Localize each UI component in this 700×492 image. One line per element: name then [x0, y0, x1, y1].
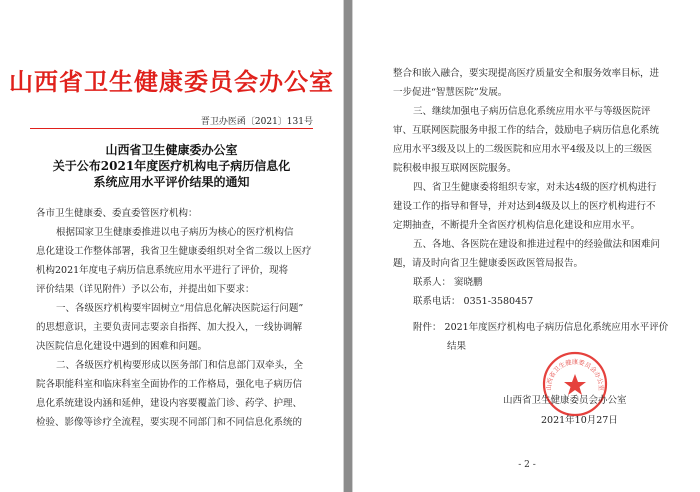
seal-text: 山西省卫生健康委员会办公室: [545, 359, 605, 391]
signature-organization: 山西省卫生健康委员会办公室: [503, 395, 627, 406]
paragraph-line: 根据国家卫生健康委推进以电子病历为核心的医疗机构信: [56, 227, 294, 238]
notice-title: [0, 142, 343, 190]
paragraph-line: 机构2021年度电子病历信息系统应用水平进行了评价，现将: [36, 265, 289, 276]
paragraph-line: 决医院信息化建设中遇到的困难和问题。: [36, 341, 208, 352]
paragraph-line: 五、各地、各医院在建设和推进过程中的经验做法和困难问: [413, 239, 661, 250]
red-header-title: 山西省卫生健康委员会办公室: [9, 67, 334, 96]
document-number: 晋卫办医函〔2021〕131号: [200, 117, 313, 127]
paragraph-line: 院积极申报互联网医院服务。: [393, 163, 517, 174]
salutation: 各市卫生健康委、委直委管医疗机构：: [36, 208, 198, 219]
signature-date: 2021年10月27日: [541, 415, 618, 426]
document-page-right: [352, 0, 700, 492]
paragraph-line: 二、各级医疗机构要形成以医务部门和信息部门双牵头，全: [56, 360, 304, 371]
paragraph-line: 三、继续加强电子病历信息化系统应用水平与等级医院评: [413, 106, 651, 117]
paragraph-line: 四、省卫生健康委将组织专家，对未达4级的医疗机构进行: [413, 182, 657, 193]
attachment-line: 附件： 2021年度医疗机构电子病历信息化系统应用水平评价: [413, 322, 669, 333]
paragraph-line: 审、互联网医院服务申报工作的结合，鼓励电子病历信息化系统: [393, 125, 660, 136]
official-seal-icon: [541, 350, 609, 418]
paragraph-line: 应用水平3级及以上的二级医院和应用水平4级及以上的三级医: [393, 144, 653, 155]
document-page-left: [0, 0, 344, 492]
contact-person: 联系人： 窦晓鹏: [413, 277, 483, 288]
page-number: - 2 -: [518, 460, 536, 470]
paragraph-line: 定期抽查，不断提升全省医疗机构信息化建设和应用水平。: [393, 220, 641, 231]
paragraph-line: 的思想意识，主要负责同志要亲自指挥、加大投入，一线协调解: [36, 322, 303, 333]
red-divider-line: [30, 128, 313, 129]
paragraph-line: 检验、影像等诊疗全流程，要实现不同部门和不同信息化系统的: [36, 417, 303, 428]
paragraph-line: 整合和嵌入融合，要实现提高医疗质量安全和服务效率目标，进: [393, 68, 660, 79]
paragraph-line: 息化系统建设内涵和延伸，建设内容要覆盖门诊、药学、护理、: [36, 398, 303, 409]
contact-phone: 联系电话： 0351-3580457: [413, 296, 534, 307]
paragraph-line: 建设工作的指导和督导，并对达到4级及以上的医疗机构进行不: [393, 201, 656, 212]
paragraph-line: 一步促进“智慧医院”发展。: [393, 87, 508, 98]
paragraph-line: 评价结果（详见附件）予以公布，并提出如下要求：: [36, 284, 255, 295]
notice-title-line-2: 关于公布2021年度医疗机构电子病历信息化: [52, 159, 291, 173]
notice-title-line-3: 系统应用水平评价结果的通知: [93, 175, 250, 189]
paragraph-line: 息化建设工作整体部署，我省卫生健康委组织对全省二级以上医疗: [36, 246, 312, 257]
attachment-line: 结果: [447, 341, 467, 352]
paragraph-line: 题，请及时向省卫生健康委医政医管局报告。: [393, 258, 584, 269]
paragraph-line: 院各职能科室和临床科室全面协作的工作格局，强化电子病历信: [36, 379, 303, 390]
left-body-text: [36, 204, 312, 432]
notice-title-line-1: 山西省卫生健康委办公室: [105, 143, 238, 157]
right-body-text: [393, 64, 660, 311]
paragraph-line: 一、各级医疗机构要牢固树立“用信息化解决医院运行问题”: [56, 303, 304, 314]
